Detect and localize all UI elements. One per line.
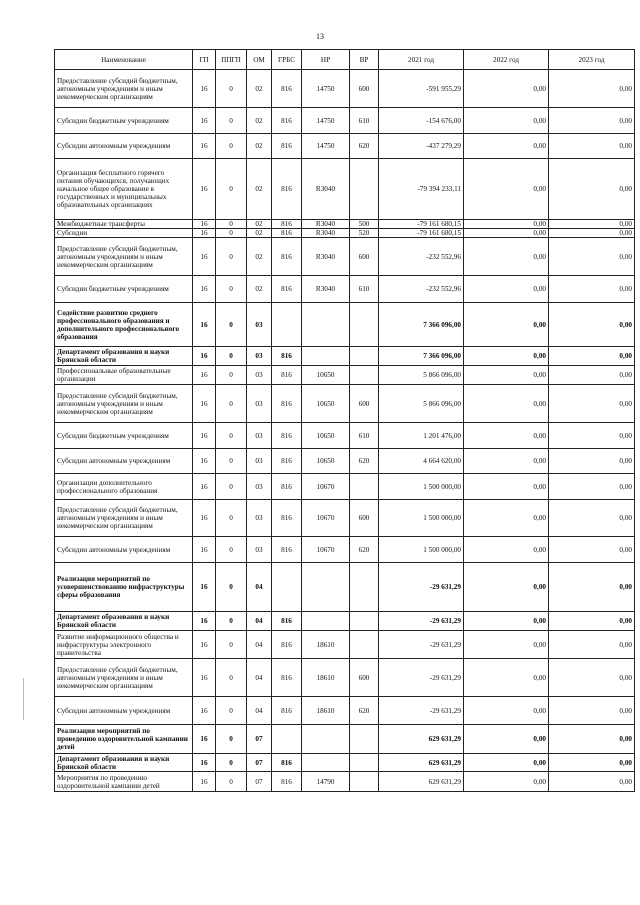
cell-gp: 16 [193, 238, 216, 276]
table-row [55, 385, 635, 423]
cell-nr: 10670 [302, 474, 350, 500]
cell-2021: -29 631,29 [379, 612, 464, 631]
cell-2023: 0,00 [549, 500, 635, 537]
cell-grbs: 816 [272, 754, 302, 772]
cell-grbs: 816 [272, 697, 302, 725]
cell-om: 03 [247, 423, 272, 449]
cell-2022: 0,00 [464, 659, 549, 697]
cell-vr [350, 159, 379, 220]
cell-nr [302, 347, 350, 366]
cell-ppgp: 0 [216, 159, 247, 220]
cell-om: 02 [247, 220, 272, 229]
cell-grbs: 816 [272, 631, 302, 659]
cell-gp: 16 [193, 220, 216, 229]
cell-2022: 0,00 [464, 725, 549, 754]
cell-ppgp: 0 [216, 423, 247, 449]
cell-2021: 7 366 096,00 [379, 303, 464, 347]
cell-om: 03 [247, 500, 272, 537]
cell-om: 02 [247, 108, 272, 134]
cell-2023: 0,00 [549, 134, 635, 159]
cell-vr: 610 [350, 108, 379, 134]
cell-gp: 16 [193, 276, 216, 303]
cell-grbs: 816 [272, 423, 302, 449]
cell-grbs [272, 725, 302, 754]
cell-ppgp: 0 [216, 238, 247, 276]
header-gp: ГП [193, 50, 216, 70]
cell-ppgp: 0 [216, 347, 247, 366]
cell-name: Предоставление субсидий бюджетным, автономным учреждениям и иным некоммерческим организациям [55, 500, 193, 537]
cell-name: Департамент образования и науки Брянской области [55, 347, 193, 366]
cell-nr: 18610 [302, 631, 350, 659]
cell-2023: 0,00 [549, 449, 635, 474]
cell-vr [350, 772, 379, 792]
cell-gp: 16 [193, 772, 216, 792]
cell-om: 02 [247, 238, 272, 276]
table-row [55, 366, 635, 385]
cell-ppgp: 0 [216, 659, 247, 697]
cell-om: 04 [247, 612, 272, 631]
cell-ppgp: 0 [216, 276, 247, 303]
cell-om: 03 [247, 303, 272, 347]
cell-vr [350, 612, 379, 631]
cell-2022: 0,00 [464, 134, 549, 159]
cell-2022: 0,00 [464, 108, 549, 134]
cell-vr [350, 563, 379, 612]
cell-grbs: 816 [272, 229, 302, 238]
table-row [55, 697, 635, 725]
cell-grbs [272, 563, 302, 612]
cell-ppgp: 0 [216, 725, 247, 754]
cell-2023: 0,00 [549, 697, 635, 725]
header-grbs: ГРБС [272, 50, 302, 70]
cell-grbs: 816 [272, 449, 302, 474]
cell-vr: 520 [350, 229, 379, 238]
cell-2021: -29 631,29 [379, 631, 464, 659]
cell-2021: -437 279,29 [379, 134, 464, 159]
cell-name: Реализация мероприятий по проведению оздоровительной кампании детей [55, 725, 193, 754]
cell-2022: 0,00 [464, 537, 549, 563]
cell-nr [302, 612, 350, 631]
cell-2023: 0,00 [549, 366, 635, 385]
cell-2021: 4 664 620,00 [379, 449, 464, 474]
cell-vr: 620 [350, 449, 379, 474]
cell-2021: -79 161 680,15 [379, 220, 464, 229]
cell-gp: 16 [193, 537, 216, 563]
cell-name: Субсидии бюджетным учреждениям [55, 108, 193, 134]
cell-name: Субсидии автономным учреждениям [55, 697, 193, 725]
cell-name: Субсидии автономным учреждениям [55, 449, 193, 474]
cell-2021: -29 631,29 [379, 697, 464, 725]
cell-2023: 0,00 [549, 385, 635, 423]
cell-2022: 0,00 [464, 385, 549, 423]
cell-gp: 16 [193, 563, 216, 612]
cell-nr: 10650 [302, 449, 350, 474]
cell-om: 03 [247, 366, 272, 385]
cell-ppgp: 0 [216, 631, 247, 659]
cell-vr [350, 474, 379, 500]
table-row [55, 754, 635, 772]
cell-2023: 0,00 [549, 659, 635, 697]
page-number: 13 [316, 32, 324, 41]
cell-ppgp: 0 [216, 500, 247, 537]
cell-2023: 0,00 [549, 563, 635, 612]
table-header-row [55, 50, 635, 70]
cell-om: 07 [247, 725, 272, 754]
cell-nr: 14750 [302, 108, 350, 134]
cell-ppgp: 0 [216, 134, 247, 159]
cell-vr: 600 [350, 500, 379, 537]
header-vr: ВР [350, 50, 379, 70]
cell-ppgp: 0 [216, 229, 247, 238]
cell-2022: 0,00 [464, 70, 549, 108]
table-row [55, 276, 635, 303]
cell-nr: 10670 [302, 500, 350, 537]
cell-2022: 0,00 [464, 238, 549, 276]
cell-vr [350, 725, 379, 754]
cell-2023: 0,00 [549, 303, 635, 347]
cell-ppgp: 0 [216, 449, 247, 474]
cell-vr: 620 [350, 697, 379, 725]
cell-nr: R3040 [302, 238, 350, 276]
table-row [55, 659, 635, 697]
cell-2022: 0,00 [464, 159, 549, 220]
cell-2021: -232 552,96 [379, 238, 464, 276]
cell-2021: 7 366 096,00 [379, 347, 464, 366]
cell-om: 07 [247, 772, 272, 792]
cell-nr [302, 725, 350, 754]
cell-2021: 1 500 000,00 [379, 474, 464, 500]
cell-2021: 1 500 000,00 [379, 537, 464, 563]
cell-grbs: 816 [272, 276, 302, 303]
cell-nr: 10650 [302, 423, 350, 449]
cell-vr: 500 [350, 220, 379, 229]
cell-2021: 629 631,29 [379, 725, 464, 754]
cell-name: Предоставление субсидий бюджетным, автономным учреждениям и иным некоммерческим организациям [55, 238, 193, 276]
cell-om: 03 [247, 449, 272, 474]
cell-nr [302, 754, 350, 772]
cell-grbs: 816 [272, 70, 302, 108]
cell-grbs: 816 [272, 108, 302, 134]
cell-2021: 629 631,29 [379, 772, 464, 792]
cell-2022: 0,00 [464, 449, 549, 474]
table-row [55, 474, 635, 500]
cell-om: 04 [247, 563, 272, 612]
cell-vr: 620 [350, 537, 379, 563]
cell-gp: 16 [193, 70, 216, 108]
cell-gp: 16 [193, 347, 216, 366]
cell-2021: -154 676,00 [379, 108, 464, 134]
cell-name: Организация бесплатного горячего питания обучающихся, получающих начальное общее образование в государственных и муниципальных образовательных организациях [55, 159, 193, 220]
cell-name: Субсидии автономным учреждениям [55, 537, 193, 563]
cell-nr [302, 303, 350, 347]
cell-gp: 16 [193, 303, 216, 347]
table-row [55, 500, 635, 537]
cell-nr: 10650 [302, 366, 350, 385]
table-row [55, 423, 635, 449]
cell-nr: R3040 [302, 220, 350, 229]
cell-2021: -79 161 680,15 [379, 229, 464, 238]
cell-name: Мероприятия по проведению оздоровительной кампании детей [55, 772, 193, 792]
cell-vr [350, 303, 379, 347]
cell-ppgp: 0 [216, 70, 247, 108]
cell-ppgp: 0 [216, 772, 247, 792]
cell-nr: 18610 [302, 659, 350, 697]
cell-gp: 16 [193, 697, 216, 725]
cell-2022: 0,00 [464, 229, 549, 238]
cell-2022: 0,00 [464, 220, 549, 229]
cell-2022: 0,00 [464, 347, 549, 366]
cell-gp: 16 [193, 725, 216, 754]
cell-gp: 16 [193, 134, 216, 159]
cell-nr: R3040 [302, 229, 350, 238]
cell-ppgp: 0 [216, 612, 247, 631]
cell-om: 03 [247, 347, 272, 366]
cell-2022: 0,00 [464, 754, 549, 772]
cell-om: 02 [247, 159, 272, 220]
cell-gp: 16 [193, 366, 216, 385]
cell-grbs: 816 [272, 347, 302, 366]
cell-2021: -591 955,29 [379, 70, 464, 108]
cell-2021: 1 201 476,00 [379, 423, 464, 449]
cell-gp: 16 [193, 500, 216, 537]
cell-om: 07 [247, 754, 272, 772]
cell-gp: 16 [193, 108, 216, 134]
table-row [55, 347, 635, 366]
cell-2023: 0,00 [549, 159, 635, 220]
cell-ppgp: 0 [216, 385, 247, 423]
cell-2023: 0,00 [549, 631, 635, 659]
cell-name: Субсидии бюджетным учреждениям [55, 423, 193, 449]
cell-vr: 610 [350, 276, 379, 303]
cell-name: Реализация мероприятий по усовершенствованию инфраструктуры сферы образования [55, 563, 193, 612]
cell-name: Межбюджетные трансферты [55, 220, 193, 229]
table-row [55, 303, 635, 347]
cell-gp: 16 [193, 659, 216, 697]
cell-2023: 0,00 [549, 238, 635, 276]
cell-2023: 0,00 [549, 347, 635, 366]
cell-nr: 18610 [302, 697, 350, 725]
cell-2023: 0,00 [549, 772, 635, 792]
cell-vr [350, 631, 379, 659]
cell-grbs: 816 [272, 772, 302, 792]
cell-grbs: 816 [272, 500, 302, 537]
cell-2022: 0,00 [464, 500, 549, 537]
header-2022: 2022 год [464, 50, 549, 70]
cell-ppgp: 0 [216, 366, 247, 385]
table-row [55, 108, 635, 134]
cell-nr: 10650 [302, 385, 350, 423]
table-row [55, 772, 635, 792]
cell-gp: 16 [193, 423, 216, 449]
budget-table [54, 49, 635, 792]
table-row [55, 159, 635, 220]
table-row [55, 612, 635, 631]
cell-name: Субсидии бюджетным учреждениям [55, 276, 193, 303]
cell-grbs: 816 [272, 220, 302, 229]
table-row [55, 229, 635, 238]
cell-gp: 16 [193, 612, 216, 631]
cell-nr: R3040 [302, 159, 350, 220]
cell-2023: 0,00 [549, 70, 635, 108]
cell-name: Субсидии [55, 229, 193, 238]
cell-2023: 0,00 [549, 474, 635, 500]
cell-vr: 600 [350, 659, 379, 697]
table-row [55, 238, 635, 276]
cell-gp: 16 [193, 385, 216, 423]
cell-2023: 0,00 [549, 725, 635, 754]
cell-name: Субсидии автономным учреждениям [55, 134, 193, 159]
cell-nr: R3040 [302, 276, 350, 303]
cell-gp: 16 [193, 754, 216, 772]
cell-2022: 0,00 [464, 366, 549, 385]
table-row [55, 725, 635, 754]
header-nr: НР [302, 50, 350, 70]
cell-name: Профессиональные образовательные организации [55, 366, 193, 385]
cell-ppgp: 0 [216, 474, 247, 500]
cell-name: Развитие информационного общества и инфраструктуры электронного правительства [55, 631, 193, 659]
cell-2023: 0,00 [549, 108, 635, 134]
header-2023: 2023 год [549, 50, 635, 70]
cell-2023: 0,00 [549, 220, 635, 229]
cell-2022: 0,00 [464, 697, 549, 725]
table-row [55, 537, 635, 563]
cell-2021: -29 631,29 [379, 563, 464, 612]
cell-grbs: 816 [272, 159, 302, 220]
cell-vr [350, 754, 379, 772]
cell-name: Предоставление субсидий бюджетным, автономным учреждениям и иным некоммерческим организациям [55, 385, 193, 423]
cell-2022: 0,00 [464, 276, 549, 303]
cell-2023: 0,00 [549, 276, 635, 303]
cell-nr: 14750 [302, 134, 350, 159]
cell-grbs: 816 [272, 385, 302, 423]
cell-om: 03 [247, 474, 272, 500]
cell-grbs: 816 [272, 134, 302, 159]
cell-name: Предоставление субсидий бюджетным, автономным учреждениям и иным некоммерческим организациям [55, 70, 193, 108]
cell-name: Содействие развитию среднего профессионального образования и дополнительного профессионального образования [55, 303, 193, 347]
cell-vr: 620 [350, 134, 379, 159]
cell-2021: 1 500 000,00 [379, 500, 464, 537]
cell-2021: -29 631,29 [379, 659, 464, 697]
cell-2021: 5 866 096,00 [379, 366, 464, 385]
cell-om: 04 [247, 659, 272, 697]
header-name: Наименование [55, 50, 193, 70]
cell-grbs: 816 [272, 474, 302, 500]
table-row [55, 134, 635, 159]
cell-om: 02 [247, 276, 272, 303]
cell-2023: 0,00 [549, 537, 635, 563]
cell-2021: 5 866 096,00 [379, 385, 464, 423]
cell-2022: 0,00 [464, 772, 549, 792]
table-row [55, 563, 635, 612]
cell-ppgp: 0 [216, 108, 247, 134]
cell-grbs [272, 303, 302, 347]
cell-ppgp: 0 [216, 754, 247, 772]
cell-nr [302, 563, 350, 612]
cell-vr: 600 [350, 385, 379, 423]
header-ppgp: ППГП [216, 50, 247, 70]
cell-name: Организации дополнительного профессионального образования [55, 474, 193, 500]
cell-2022: 0,00 [464, 423, 549, 449]
cell-2023: 0,00 [549, 229, 635, 238]
cell-2023: 0,00 [549, 754, 635, 772]
cell-2021: -79 394 233,11 [379, 159, 464, 220]
cell-gp: 16 [193, 159, 216, 220]
cell-om: 02 [247, 229, 272, 238]
cell-ppgp: 0 [216, 220, 247, 229]
cell-gp: 16 [193, 474, 216, 500]
cell-grbs: 816 [272, 238, 302, 276]
cell-vr: 610 [350, 423, 379, 449]
cell-gp: 16 [193, 229, 216, 238]
cell-nr: 14790 [302, 772, 350, 792]
cell-vr [350, 366, 379, 385]
cell-name: Предоставление субсидий бюджетным, автономным учреждениям и иным некоммерческим организациям [55, 659, 193, 697]
cell-om: 02 [247, 70, 272, 108]
cell-grbs: 816 [272, 612, 302, 631]
cell-om: 04 [247, 631, 272, 659]
header-2021: 2021 год [379, 50, 464, 70]
cell-vr [350, 347, 379, 366]
cell-2021: 629 631,29 [379, 754, 464, 772]
cell-gp: 16 [193, 449, 216, 474]
cell-vr: 600 [350, 70, 379, 108]
cell-2022: 0,00 [464, 563, 549, 612]
cell-2022: 0,00 [464, 303, 549, 347]
cell-nr: 10670 [302, 537, 350, 563]
cell-2021: -232 552,96 [379, 276, 464, 303]
cell-2023: 0,00 [549, 423, 635, 449]
header-om: ОМ [247, 50, 272, 70]
cell-grbs: 816 [272, 537, 302, 563]
cell-grbs: 816 [272, 366, 302, 385]
cell-gp: 16 [193, 631, 216, 659]
cell-om: 04 [247, 697, 272, 725]
scan-margin-mark [23, 678, 24, 720]
cell-ppgp: 0 [216, 697, 247, 725]
cell-ppgp: 0 [216, 303, 247, 347]
table-row [55, 220, 635, 229]
table-row [55, 631, 635, 659]
cell-2022: 0,00 [464, 631, 549, 659]
cell-ppgp: 0 [216, 537, 247, 563]
table-row [55, 449, 635, 474]
cell-nr: 14750 [302, 70, 350, 108]
cell-name: Департамент образования и науки Брянской области [55, 754, 193, 772]
cell-om: 03 [247, 537, 272, 563]
cell-grbs: 816 [272, 659, 302, 697]
cell-2022: 0,00 [464, 612, 549, 631]
cell-om: 03 [247, 385, 272, 423]
cell-name: Департамент образования и науки Брянской области [55, 612, 193, 631]
cell-2022: 0,00 [464, 474, 549, 500]
cell-ppgp: 0 [216, 563, 247, 612]
cell-2023: 0,00 [549, 612, 635, 631]
table-row [55, 70, 635, 108]
cell-om: 02 [247, 134, 272, 159]
cell-vr: 600 [350, 238, 379, 276]
